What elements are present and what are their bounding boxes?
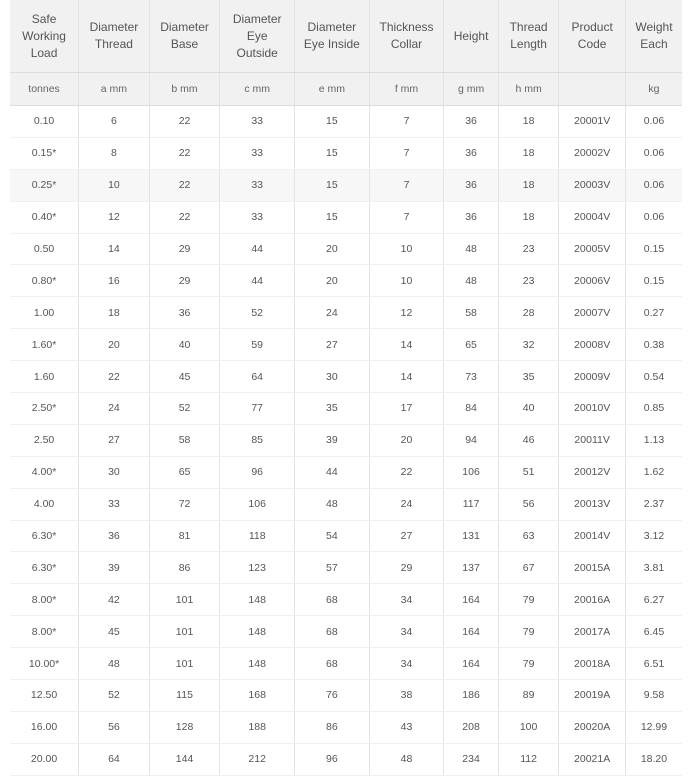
table-cell: 20011V (559, 424, 626, 456)
table-cell: 8.00* (10, 584, 79, 616)
table-cell: 58 (149, 424, 220, 456)
table-cell: 68 (295, 584, 370, 616)
table-cell: 38 (369, 680, 444, 712)
column-header (295, 0, 370, 73)
table-cell: 20001V (559, 106, 626, 138)
table-row (10, 233, 682, 265)
table-cell: 0.06 (625, 201, 682, 233)
table-cell: 89 (498, 680, 559, 712)
table-row (10, 520, 682, 552)
table-cell: 29 (369, 552, 444, 584)
table-cell: 65 (444, 329, 498, 361)
table-cell: 35 (295, 393, 370, 425)
table-cell: 128 (149, 711, 220, 743)
table-cell: 148 (220, 648, 295, 680)
table-cell: 4.00* (10, 456, 79, 488)
table-cell: 18 (498, 106, 559, 138)
table-row (10, 616, 682, 648)
table-cell: 24 (369, 488, 444, 520)
table-cell: 10.00* (10, 648, 79, 680)
column-header-label: Thread Length (509, 20, 548, 51)
table-cell: 20014V (559, 520, 626, 552)
table-cell: 14 (369, 329, 444, 361)
column-header-label: Diameter Eye Inside (303, 20, 360, 51)
table-cell: 20017A (559, 616, 626, 648)
table-cell: 7 (369, 201, 444, 233)
table-cell: 36 (79, 520, 150, 552)
table-cell: 33 (79, 488, 150, 520)
table-cell: 77 (220, 393, 295, 425)
table-row (10, 137, 682, 169)
table-cell: 45 (149, 361, 220, 393)
header-row (10, 0, 682, 73)
table-cell: 57 (295, 552, 370, 584)
table-cell: 64 (79, 743, 150, 775)
table-cell: 48 (444, 265, 498, 297)
table-cell: 58 (444, 297, 498, 329)
table-cell: 48 (79, 648, 150, 680)
table-row (10, 361, 682, 393)
table-cell: 68 (295, 648, 370, 680)
table-cell: 16 (79, 265, 150, 297)
table-cell: 100 (498, 711, 559, 743)
table-cell: 36 (444, 137, 498, 169)
table-cell: 20015A (559, 552, 626, 584)
unit-label: f mm (369, 73, 444, 106)
table-cell: 68 (295, 616, 370, 648)
table-cell: 20010V (559, 393, 626, 425)
table-cell: 17 (369, 393, 444, 425)
column-header-label: Safe Working Load (22, 11, 66, 60)
table-cell: 3.81 (625, 552, 682, 584)
table-cell: 20020A (559, 711, 626, 743)
table-cell: 164 (444, 584, 498, 616)
table-cell: 117 (444, 488, 498, 520)
table-cell: 2.50* (10, 393, 79, 425)
table-cell: 12 (369, 297, 444, 329)
column-header (79, 0, 150, 73)
table-cell: 0.38 (625, 329, 682, 361)
table-cell: 0.15 (625, 233, 682, 265)
table-cell: 3.12 (625, 520, 682, 552)
table-cell: 168 (220, 680, 295, 712)
table-cell: 0.50 (10, 233, 79, 265)
table-cell: 79 (498, 616, 559, 648)
table-cell: 0.10 (10, 106, 79, 138)
table-cell: 18 (498, 169, 559, 201)
table-cell: 20 (295, 265, 370, 297)
table-cell: 42 (79, 584, 150, 616)
table-cell: 10 (369, 233, 444, 265)
table-row (10, 711, 682, 743)
table-cell: 73 (444, 361, 498, 393)
table-cell: 20.00 (10, 743, 79, 775)
table-cell: 212 (220, 743, 295, 775)
table-cell: 79 (498, 648, 559, 680)
table-cell: 22 (149, 169, 220, 201)
table-cell: 123 (220, 552, 295, 584)
table-cell: 20013V (559, 488, 626, 520)
table-cell: 1.00 (10, 297, 79, 329)
table-cell: 33 (220, 201, 295, 233)
table-cell: 1.60 (10, 361, 79, 393)
unit-label: e mm (295, 73, 370, 106)
table-cell: 148 (220, 616, 295, 648)
column-header (149, 0, 220, 73)
table-cell: 27 (79, 424, 150, 456)
table-cell: 118 (220, 520, 295, 552)
table-cell: 12.50 (10, 680, 79, 712)
table-cell: 20018A (559, 648, 626, 680)
table-cell: 20019A (559, 680, 626, 712)
table-row (10, 456, 682, 488)
table-cell: 52 (79, 680, 150, 712)
unit-label: c mm (220, 73, 295, 106)
table-cell: 30 (295, 361, 370, 393)
table-cell: 2.37 (625, 488, 682, 520)
table-cell: 7 (369, 169, 444, 201)
column-header (369, 0, 444, 73)
table-row (10, 584, 682, 616)
table-cell: 20 (79, 329, 150, 361)
table-cell: 131 (444, 520, 498, 552)
table-cell: 10 (79, 169, 150, 201)
table-cell: 76 (295, 680, 370, 712)
table-cell: 40 (149, 329, 220, 361)
table-cell: 84 (444, 393, 498, 425)
table-cell: 0.06 (625, 106, 682, 138)
table-cell: 101 (149, 584, 220, 616)
table-cell: 4.00 (10, 488, 79, 520)
table-cell: 20 (369, 424, 444, 456)
table-cell: 0.06 (625, 137, 682, 169)
table-cell: 36 (149, 297, 220, 329)
table-cell: 32 (498, 329, 559, 361)
table-cell: 106 (444, 456, 498, 488)
table-cell: 148 (220, 584, 295, 616)
table-cell: 29 (149, 265, 220, 297)
table-cell: 52 (149, 393, 220, 425)
table-cell: 15 (295, 137, 370, 169)
table-cell: 24 (79, 393, 150, 425)
column-header (10, 0, 79, 73)
table-cell: 29 (149, 233, 220, 265)
table-body (10, 106, 682, 776)
table-row (10, 424, 682, 456)
table-cell: 6.30* (10, 552, 79, 584)
table-row (10, 488, 682, 520)
table-cell: 24 (295, 297, 370, 329)
table-cell: 34 (369, 584, 444, 616)
table-cell: 0.15 (625, 265, 682, 297)
table-cell: 20004V (559, 201, 626, 233)
table-cell: 20012V (559, 456, 626, 488)
table-cell: 7 (369, 106, 444, 138)
table-cell: 7 (369, 137, 444, 169)
table-cell: 164 (444, 616, 498, 648)
table-cell: 0.54 (625, 361, 682, 393)
table-cell: 18 (79, 297, 150, 329)
table-cell: 33 (220, 137, 295, 169)
column-header-label: Thickness Collar (379, 20, 434, 51)
table-cell: 20008V (559, 329, 626, 361)
table-cell: 20003V (559, 169, 626, 201)
table-cell: 9.58 (625, 680, 682, 712)
table-cell: 10 (369, 265, 444, 297)
table-cell: 18 (498, 137, 559, 169)
table-cell: 67 (498, 552, 559, 584)
table-cell: 1.60* (10, 329, 79, 361)
table-cell: 27 (295, 329, 370, 361)
table-cell: 34 (369, 648, 444, 680)
spec-table (10, 0, 682, 776)
table-cell: 14 (369, 361, 444, 393)
table-row (10, 169, 682, 201)
table-cell: 20007V (559, 297, 626, 329)
table-cell: 96 (295, 743, 370, 775)
table-cell: 8 (79, 137, 150, 169)
table-cell: 30 (79, 456, 150, 488)
table-cell: 164 (444, 648, 498, 680)
table-cell: 94 (444, 424, 498, 456)
table-cell: 86 (149, 552, 220, 584)
table-cell: 59 (220, 329, 295, 361)
table-cell: 20006V (559, 265, 626, 297)
table-cell: 20005V (559, 233, 626, 265)
table-row (10, 648, 682, 680)
table-row (10, 552, 682, 584)
table-cell: 0.80* (10, 265, 79, 297)
table-cell: 6.30* (10, 520, 79, 552)
unit-label: g mm (444, 73, 498, 106)
table-row (10, 297, 682, 329)
column-header (559, 0, 626, 73)
table-cell: 6 (79, 106, 150, 138)
table-cell: 22 (149, 137, 220, 169)
table-cell: 0.40* (10, 201, 79, 233)
table-cell: 16.00 (10, 711, 79, 743)
spec-table-container (10, 0, 682, 776)
table-cell: 6.45 (625, 616, 682, 648)
table-cell: 44 (220, 233, 295, 265)
table-cell: 79 (498, 584, 559, 616)
table-cell: 0.85 (625, 393, 682, 425)
table-cell: 85 (220, 424, 295, 456)
table-cell: 20021A (559, 743, 626, 775)
unit-label: tonnes (10, 73, 79, 106)
table-cell: 52 (220, 297, 295, 329)
table-cell: 28 (498, 297, 559, 329)
units-row (10, 73, 682, 106)
table-cell: 101 (149, 648, 220, 680)
table-cell: 15 (295, 169, 370, 201)
table-cell: 20016A (559, 584, 626, 616)
unit-label: kg (625, 73, 682, 106)
table-cell: 188 (220, 711, 295, 743)
table-cell: 0.06 (625, 169, 682, 201)
table-cell: 208 (444, 711, 498, 743)
table-cell: 0.15* (10, 137, 79, 169)
column-header-label: Height (453, 28, 489, 43)
table-cell: 23 (498, 233, 559, 265)
table-cell: 81 (149, 520, 220, 552)
column-header (498, 0, 559, 73)
table-cell: 44 (220, 265, 295, 297)
table-cell: 56 (498, 488, 559, 520)
table-cell: 112 (498, 743, 559, 775)
table-cell: 46 (498, 424, 559, 456)
table-cell: 33 (220, 106, 295, 138)
table-row (10, 201, 682, 233)
table-cell: 12.99 (625, 711, 682, 743)
table-cell: 15 (295, 106, 370, 138)
table-cell: 27 (369, 520, 444, 552)
table-cell: 106 (220, 488, 295, 520)
table-cell: 1.13 (625, 424, 682, 456)
table-cell: 48 (369, 743, 444, 775)
table-cell: 8.00* (10, 616, 79, 648)
table-cell: 20002V (559, 137, 626, 169)
table-cell: 48 (444, 233, 498, 265)
table-cell: 22 (149, 106, 220, 138)
table-cell: 18 (498, 201, 559, 233)
column-header-label: Product Code (571, 20, 613, 51)
table-cell: 15 (295, 201, 370, 233)
table-cell: 14 (79, 233, 150, 265)
column-header (625, 0, 682, 73)
table-cell: 137 (444, 552, 498, 584)
table-cell: 22 (79, 361, 150, 393)
table-cell: 56 (79, 711, 150, 743)
column-header-label: Diameter Eye Outside (232, 11, 282, 60)
unit-label: h mm (498, 73, 559, 106)
table-cell: 54 (295, 520, 370, 552)
table-cell: 12 (79, 201, 150, 233)
unit-label (559, 73, 626, 106)
column-header (220, 0, 295, 73)
table-cell: 22 (369, 456, 444, 488)
table-cell: 6.27 (625, 584, 682, 616)
table-cell: 65 (149, 456, 220, 488)
table-row (10, 329, 682, 361)
table-cell: 64 (220, 361, 295, 393)
table-cell: 144 (149, 743, 220, 775)
table-cell: 1.62 (625, 456, 682, 488)
table-cell: 86 (295, 711, 370, 743)
table-cell: 6.51 (625, 648, 682, 680)
table-cell: 43 (369, 711, 444, 743)
table-cell: 0.27 (625, 297, 682, 329)
table-cell: 40 (498, 393, 559, 425)
table-cell: 20 (295, 233, 370, 265)
table-cell: 63 (498, 520, 559, 552)
table-cell: 39 (79, 552, 150, 584)
table-cell: 0.25* (10, 169, 79, 201)
table-cell: 186 (444, 680, 498, 712)
table-row (10, 680, 682, 712)
table-cell: 36 (444, 169, 498, 201)
table-cell: 45 (79, 616, 150, 648)
column-header-label: Diameter Thread (89, 20, 139, 51)
table-cell: 115 (149, 680, 220, 712)
table-cell: 51 (498, 456, 559, 488)
table-cell: 35 (498, 361, 559, 393)
table-cell: 96 (220, 456, 295, 488)
unit-label: b mm (149, 73, 220, 106)
column-header-label: Diameter Base (160, 20, 209, 51)
table-row (10, 106, 682, 138)
table-cell: 20009V (559, 361, 626, 393)
table-row (10, 743, 682, 775)
table-row (10, 393, 682, 425)
table-cell: 48 (295, 488, 370, 520)
table-cell: 234 (444, 743, 498, 775)
table-cell: 101 (149, 616, 220, 648)
table-cell: 36 (444, 201, 498, 233)
table-cell: 39 (295, 424, 370, 456)
table-cell: 33 (220, 169, 295, 201)
table-cell: 72 (149, 488, 220, 520)
column-header-label: Weight Each (635, 20, 673, 51)
unit-label: a mm (79, 73, 150, 106)
table-cell: 36 (444, 106, 498, 138)
table-row (10, 265, 682, 297)
table-cell: 44 (295, 456, 370, 488)
table-cell: 22 (149, 201, 220, 233)
column-header (444, 0, 498, 73)
table-cell: 18.20 (625, 743, 682, 775)
table-cell: 23 (498, 265, 559, 297)
table-cell: 2.50 (10, 424, 79, 456)
table-cell: 34 (369, 616, 444, 648)
